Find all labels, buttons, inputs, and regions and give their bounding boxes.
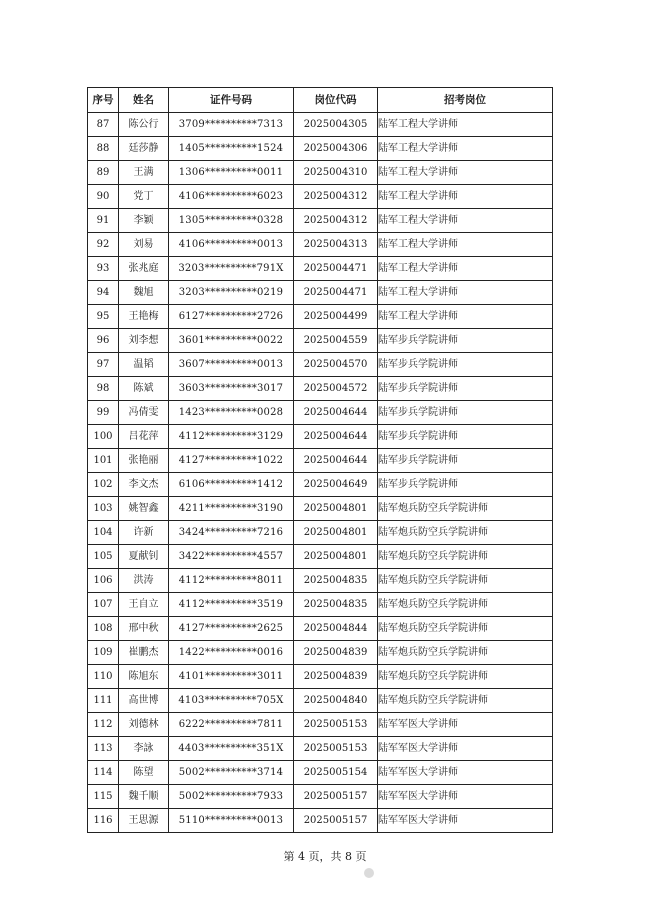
- cell-name: 李文杰: [119, 473, 169, 497]
- cell-post-code: 2025004313: [294, 233, 378, 257]
- cell-post: 陆军军医大学讲师: [378, 761, 553, 785]
- cell-post: 陆军工程大学讲师: [378, 209, 553, 233]
- cell-id-number: 1306**********0011: [169, 161, 294, 185]
- cell-post-code: 2025004471: [294, 257, 378, 281]
- cell-post: 陆军工程大学讲师: [378, 137, 553, 161]
- cell-seq: 110: [88, 665, 119, 689]
- cell-seq: 101: [88, 449, 119, 473]
- cell-name: 许新: [119, 521, 169, 545]
- cell-post-code: 2025004839: [294, 641, 378, 665]
- cell-seq: 100: [88, 425, 119, 449]
- cell-id-number: 3603**********3017: [169, 377, 294, 401]
- table-row: [88, 473, 553, 497]
- cell-post: 陆军步兵学院讲师: [378, 377, 553, 401]
- cell-name: 刘易: [119, 233, 169, 257]
- table-row: [88, 329, 553, 353]
- cell-name: 王满: [119, 161, 169, 185]
- cell-name: 吕花萍: [119, 425, 169, 449]
- cell-id-number: 1305**********0328: [169, 209, 294, 233]
- cell-seq: 106: [88, 569, 119, 593]
- cell-id-number: 4106**********6023: [169, 185, 294, 209]
- cell-seq: 112: [88, 713, 119, 737]
- cell-post-code: 2025005153: [294, 713, 378, 737]
- cell-id-number: 4403**********351X: [169, 737, 294, 761]
- cell-post: 陆军步兵学院讲师: [378, 473, 553, 497]
- table-row: [88, 665, 553, 689]
- cell-name: 洪涛: [119, 569, 169, 593]
- cell-post-code: 2025004306: [294, 137, 378, 161]
- table-row: [88, 161, 553, 185]
- cell-name: 张艳丽: [119, 449, 169, 473]
- cell-post-code: 2025004570: [294, 353, 378, 377]
- table-row: [88, 185, 553, 209]
- cell-post: 陆军工程大学讲师: [378, 161, 553, 185]
- cell-seq: 94: [88, 281, 119, 305]
- table-row: [88, 113, 553, 137]
- cell-post-code: 2025004839: [294, 665, 378, 689]
- cell-seq: 95: [88, 305, 119, 329]
- cell-post-code: 2025005154: [294, 761, 378, 785]
- cell-post-code: 2025004471: [294, 281, 378, 305]
- cell-seq: 91: [88, 209, 119, 233]
- cell-post: 陆军炮兵防空兵学院讲师: [378, 497, 553, 521]
- cell-id-number: 3422**********4557: [169, 545, 294, 569]
- table-row: [88, 497, 553, 521]
- cell-seq: 88: [88, 137, 119, 161]
- cell-post: 陆军炮兵防空兵学院讲师: [378, 569, 553, 593]
- header-post: 招考岗位: [378, 88, 553, 113]
- header-id-number: 证件号码: [169, 88, 294, 113]
- cell-seq: 104: [88, 521, 119, 545]
- cell-seq: 93: [88, 257, 119, 281]
- cell-post: 陆军炮兵防空兵学院讲师: [378, 617, 553, 641]
- cell-id-number: 5002**********7933: [169, 785, 294, 809]
- cell-post: 陆军炮兵防空兵学院讲师: [378, 641, 553, 665]
- cell-id-number: 4101**********3011: [169, 665, 294, 689]
- cell-id-number: 5002**********3714: [169, 761, 294, 785]
- cell-name: 冯倩雯: [119, 401, 169, 425]
- table-row: [88, 569, 553, 593]
- cell-post-code: 2025004310: [294, 161, 378, 185]
- cell-post: 陆军炮兵防空兵学院讲师: [378, 665, 553, 689]
- header-seq: 序号: [88, 88, 119, 113]
- cell-name: 王思源: [119, 809, 169, 833]
- page-number-footer: 第 4 页，共 8 页: [283, 850, 367, 863]
- cell-post: 陆军工程大学讲师: [378, 113, 553, 137]
- cell-id-number: 6222**********7811: [169, 713, 294, 737]
- table-row: [88, 593, 553, 617]
- cell-id-number: 3203**********791X: [169, 257, 294, 281]
- table-body: [88, 113, 553, 833]
- cell-id-number: 3709**********7313: [169, 113, 294, 137]
- cell-seq: 89: [88, 161, 119, 185]
- cell-post-code: 2025004649: [294, 473, 378, 497]
- cell-seq: 108: [88, 617, 119, 641]
- cell-id-number: 4211**********3190: [169, 497, 294, 521]
- cell-name: 李詠: [119, 737, 169, 761]
- cell-post-code: 2025004559: [294, 329, 378, 353]
- cell-name: 温韬: [119, 353, 169, 377]
- cell-id-number: 5110**********0013: [169, 809, 294, 833]
- cell-name: 党丁: [119, 185, 169, 209]
- table-row: [88, 233, 553, 257]
- table-row: [88, 377, 553, 401]
- cell-name: 王自立: [119, 593, 169, 617]
- cell-post: 陆军军医大学讲师: [378, 785, 553, 809]
- cell-id-number: 4127**********2625: [169, 617, 294, 641]
- cell-seq: 113: [88, 737, 119, 761]
- cell-name: 刘李想: [119, 329, 169, 353]
- table-row: [88, 761, 553, 785]
- cell-id-number: 4112**********3129: [169, 425, 294, 449]
- cell-id-number: 1422**********0016: [169, 641, 294, 665]
- cell-post: 陆军步兵学院讲师: [378, 353, 553, 377]
- cell-id-number: 6127**********2726: [169, 305, 294, 329]
- table-row: [88, 137, 553, 161]
- cell-seq: 87: [88, 113, 119, 137]
- table-row: [88, 689, 553, 713]
- cell-seq: 109: [88, 641, 119, 665]
- cell-id-number: 4106**********0013: [169, 233, 294, 257]
- cell-post: 陆军军医大学讲师: [378, 713, 553, 737]
- cell-post: 陆军军医大学讲师: [378, 809, 553, 833]
- cell-post-code: 2025004835: [294, 593, 378, 617]
- cell-post: 陆军步兵学院讲师: [378, 425, 553, 449]
- cell-post-code: 2025004840: [294, 689, 378, 713]
- table-row: [88, 209, 553, 233]
- cell-name: 廷莎静: [119, 137, 169, 161]
- cell-seq: 98: [88, 377, 119, 401]
- cell-post: 陆军炮兵防空兵学院讲师: [378, 521, 553, 545]
- cell-post: 陆军步兵学院讲师: [378, 449, 553, 473]
- table-row: [88, 713, 553, 737]
- cell-id-number: 1405**********1524: [169, 137, 294, 161]
- cell-name: 高世博: [119, 689, 169, 713]
- cell-post: 陆军工程大学讲师: [378, 305, 553, 329]
- cell-post-code: 2025004835: [294, 569, 378, 593]
- cell-post-code: 2025004844: [294, 617, 378, 641]
- cell-seq: 114: [88, 761, 119, 785]
- cell-id-number: 4103**********705X: [169, 689, 294, 713]
- cell-post-code: 2025004499: [294, 305, 378, 329]
- cell-post-code: 2025004644: [294, 401, 378, 425]
- cell-name: 姚智鑫: [119, 497, 169, 521]
- cell-post: 陆军工程大学讲师: [378, 257, 553, 281]
- cell-name: 邢中秋: [119, 617, 169, 641]
- cell-seq: 103: [88, 497, 119, 521]
- cell-id-number: 4112**********8011: [169, 569, 294, 593]
- table-row: [88, 257, 553, 281]
- header-name: 姓名: [119, 88, 169, 113]
- cell-name: 夏献钊: [119, 545, 169, 569]
- table-row: [88, 785, 553, 809]
- cell-name: 陈公行: [119, 113, 169, 137]
- cell-seq: 111: [88, 689, 119, 713]
- cell-seq: 92: [88, 233, 119, 257]
- cell-id-number: 1423**********0028: [169, 401, 294, 425]
- table-row: [88, 281, 553, 305]
- cell-post-code: 2025004801: [294, 521, 378, 545]
- table-row: [88, 809, 553, 833]
- cell-name: 张兆庭: [119, 257, 169, 281]
- table-row: [88, 401, 553, 425]
- cell-name: 陈斌: [119, 377, 169, 401]
- cell-post-code: 2025004644: [294, 425, 378, 449]
- watermark-logo-icon: [364, 868, 374, 878]
- cell-name: 陈望: [119, 761, 169, 785]
- cell-seq: 96: [88, 329, 119, 353]
- table-row: [88, 545, 553, 569]
- cell-id-number: 3601**********0022: [169, 329, 294, 353]
- cell-seq: 105: [88, 545, 119, 569]
- cell-seq: 115: [88, 785, 119, 809]
- cell-seq: 102: [88, 473, 119, 497]
- table-row: [88, 521, 553, 545]
- cell-post: 陆军炮兵防空兵学院讲师: [378, 689, 553, 713]
- cell-name: 李颖: [119, 209, 169, 233]
- cell-id-number: 4112**********3519: [169, 593, 294, 617]
- candidate-table: [87, 87, 553, 833]
- cell-post-code: 2025005153: [294, 737, 378, 761]
- cell-name: 陈旭东: [119, 665, 169, 689]
- cell-name: 刘德林: [119, 713, 169, 737]
- cell-post-code: 2025004572: [294, 377, 378, 401]
- cell-name: 崔鹏杰: [119, 641, 169, 665]
- watermark: [364, 868, 374, 878]
- cell-seq: 97: [88, 353, 119, 377]
- cell-seq: 116: [88, 809, 119, 833]
- cell-id-number: 4127**********1022: [169, 449, 294, 473]
- cell-name: 王艳梅: [119, 305, 169, 329]
- table-row: [88, 617, 553, 641]
- table-row: [88, 737, 553, 761]
- cell-seq: 107: [88, 593, 119, 617]
- cell-post-code: 2025004644: [294, 449, 378, 473]
- table-header-row: [88, 88, 553, 113]
- table-row: [88, 305, 553, 329]
- cell-post: 陆军军医大学讲师: [378, 737, 553, 761]
- cell-post: 陆军工程大学讲师: [378, 185, 553, 209]
- cell-post-code: 2025004801: [294, 545, 378, 569]
- cell-post-code: 2025005157: [294, 809, 378, 833]
- cell-post: 陆军步兵学院讲师: [378, 329, 553, 353]
- cell-name: 魏千顺: [119, 785, 169, 809]
- cell-post: 陆军炮兵防空兵学院讲师: [378, 545, 553, 569]
- table-row: [88, 353, 553, 377]
- cell-id-number: 3607**********0013: [169, 353, 294, 377]
- table-row: [88, 449, 553, 473]
- cell-post: 陆军工程大学讲师: [378, 233, 553, 257]
- cell-post-code: 2025004305: [294, 113, 378, 137]
- cell-post: 陆军步兵学院讲师: [378, 401, 553, 425]
- cell-post: 陆军炮兵防空兵学院讲师: [378, 593, 553, 617]
- cell-id-number: 3203**********0219: [169, 281, 294, 305]
- cell-post-code: 2025005157: [294, 785, 378, 809]
- cell-post-code: 2025004801: [294, 497, 378, 521]
- table-row: [88, 425, 553, 449]
- cell-post-code: 2025004312: [294, 185, 378, 209]
- cell-post-code: 2025004312: [294, 209, 378, 233]
- cell-id-number: 3424**********7216: [169, 521, 294, 545]
- table-row: [88, 641, 553, 665]
- cell-post: 陆军工程大学讲师: [378, 281, 553, 305]
- cell-seq: 90: [88, 185, 119, 209]
- header-post-code: 岗位代码: [294, 88, 378, 113]
- cell-id-number: 6106**********1412: [169, 473, 294, 497]
- cell-name: 魏旭: [119, 281, 169, 305]
- cell-seq: 99: [88, 401, 119, 425]
